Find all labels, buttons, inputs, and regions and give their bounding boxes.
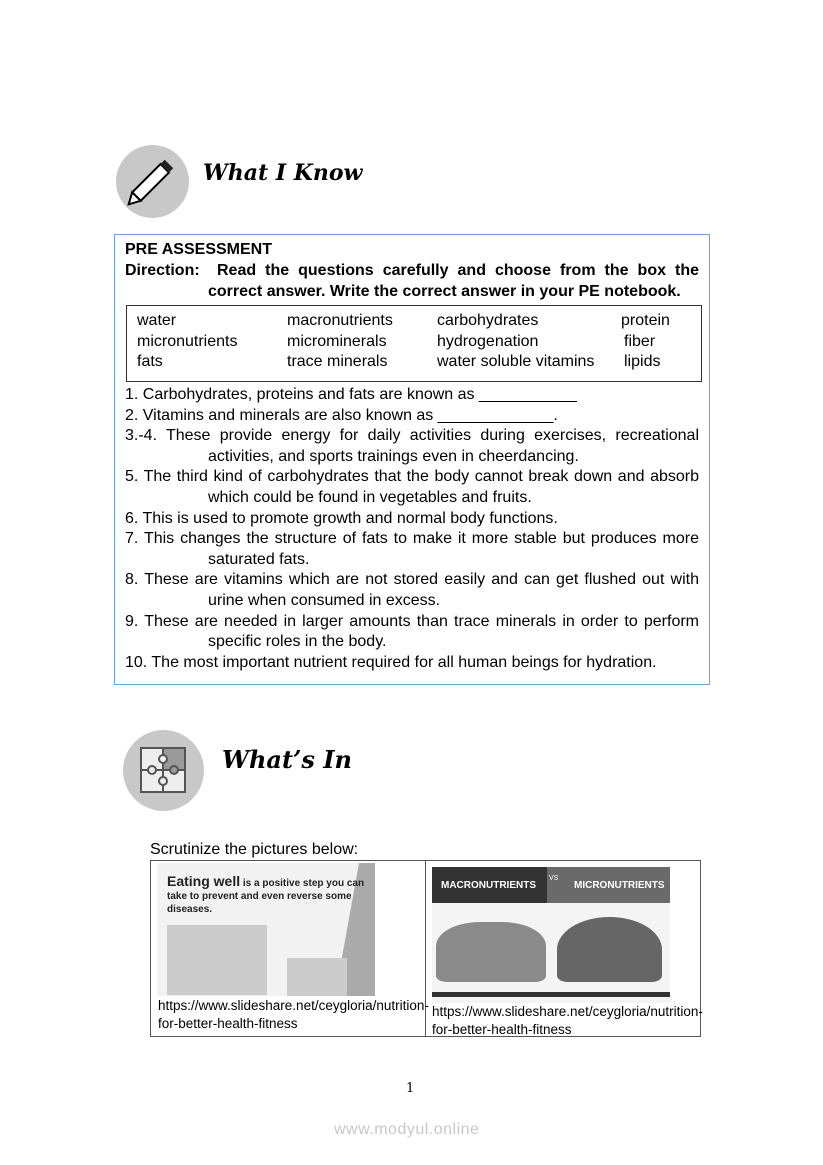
direction-line2: correct answer. Write the correct answer in your PE notebook. <box>208 283 681 300</box>
question-text: 5. The third kind of carbohydrates that the body cannot break down and absorb <box>125 468 699 486</box>
question-text: 9. These are needed in larger amounts than trace minerals in order to perform <box>125 612 699 630</box>
instruction-text: Scrutinize the pictures below: <box>150 841 359 858</box>
direction-label: Direction: <box>125 262 200 279</box>
question-item <box>125 426 699 467</box>
question-text: 6. This is used to promote growth and normal body functions. <box>125 509 558 527</box>
picture-cell <box>151 861 429 1036</box>
question-item <box>125 529 699 570</box>
question-text: 8. These are vitamins which are not stored easily and can get flushed out with <box>125 571 699 589</box>
choice: carbohydrates <box>437 312 539 329</box>
question-text: 2. Vitamins and minerals are also known as _____________. <box>125 406 558 424</box>
choice: macronutrients <box>287 312 393 329</box>
choice: hydrogenation <box>437 333 539 350</box>
question-item <box>125 467 699 508</box>
question-item <box>125 612 699 653</box>
section-title-whats-in: What’s In <box>222 745 352 774</box>
question-continuation: activities, and sports trainings even in cheerdancing. <box>208 447 579 465</box>
slide-right: MICRONUTRIENTS <box>574 880 665 891</box>
question-text: 3.-4. These provide energy for daily activities during exercises, recreational <box>125 427 699 445</box>
macro-vs-micro-image <box>432 867 670 1003</box>
question-continuation: urine when consumed in excess. <box>208 591 441 609</box>
picture-caption: https://www.slideshare.net/ceygloria/nutrition-for-better-health-fitness <box>432 1004 703 1037</box>
question-continuation: which could be found in vegetables and fruits. <box>208 488 532 506</box>
question-text: 7. This changes the structure of fats to make it more stable but produces more <box>125 530 699 548</box>
picture-caption: https://www.slideshare.net/ceygloria/nutrition-for-better-health-fitness <box>158 998 429 1031</box>
answer-choices-box <box>126 305 702 382</box>
choice: trace minerals <box>287 353 388 370</box>
assessment-heading: PRE ASSESSMENT <box>125 241 272 258</box>
watermark: www.modyul.online <box>334 1121 480 1138</box>
section-title-what-i-know: What I Know <box>203 160 363 186</box>
choice: protein <box>621 312 670 329</box>
question-text: 10. The most important nutrient required for all human beings for hydration. <box>125 653 657 671</box>
direction-line1: Read the questions carefully and choose from the box the <box>217 262 699 279</box>
slide-headline: Eating well <box>167 873 241 889</box>
question-item <box>125 385 699 406</box>
page-number: 1 <box>406 1081 415 1096</box>
pencil-icon <box>116 145 189 218</box>
choice: micronutrients <box>137 333 238 350</box>
question-continuation: saturated fats. <box>208 550 310 568</box>
choice: water soluble vitamins <box>437 353 595 370</box>
question-text: 1. Carbohydrates, proteins and fats are known as ___________ <box>125 386 577 403</box>
choice: microminerals <box>287 333 387 350</box>
question-item <box>125 406 699 427</box>
slide-left: MACRONUTRIENTS <box>441 880 536 891</box>
choice: lipids <box>624 353 661 370</box>
question-item <box>125 653 699 674</box>
pictures-table <box>150 860 701 1037</box>
slide-text: is a positive step you can take to prevent and even reverse some diseases. <box>167 878 365 915</box>
choice: fats <box>137 353 163 370</box>
question-item <box>125 570 699 611</box>
picture-cell <box>426 861 702 1036</box>
choice: water <box>137 312 177 329</box>
slide-vs: VS <box>549 875 559 882</box>
eating-well-image <box>157 863 375 996</box>
choice: fiber <box>624 333 656 350</box>
question-item <box>125 509 699 530</box>
question-continuation: specific roles in the body. <box>208 633 387 651</box>
puzzle-icon <box>123 730 204 811</box>
